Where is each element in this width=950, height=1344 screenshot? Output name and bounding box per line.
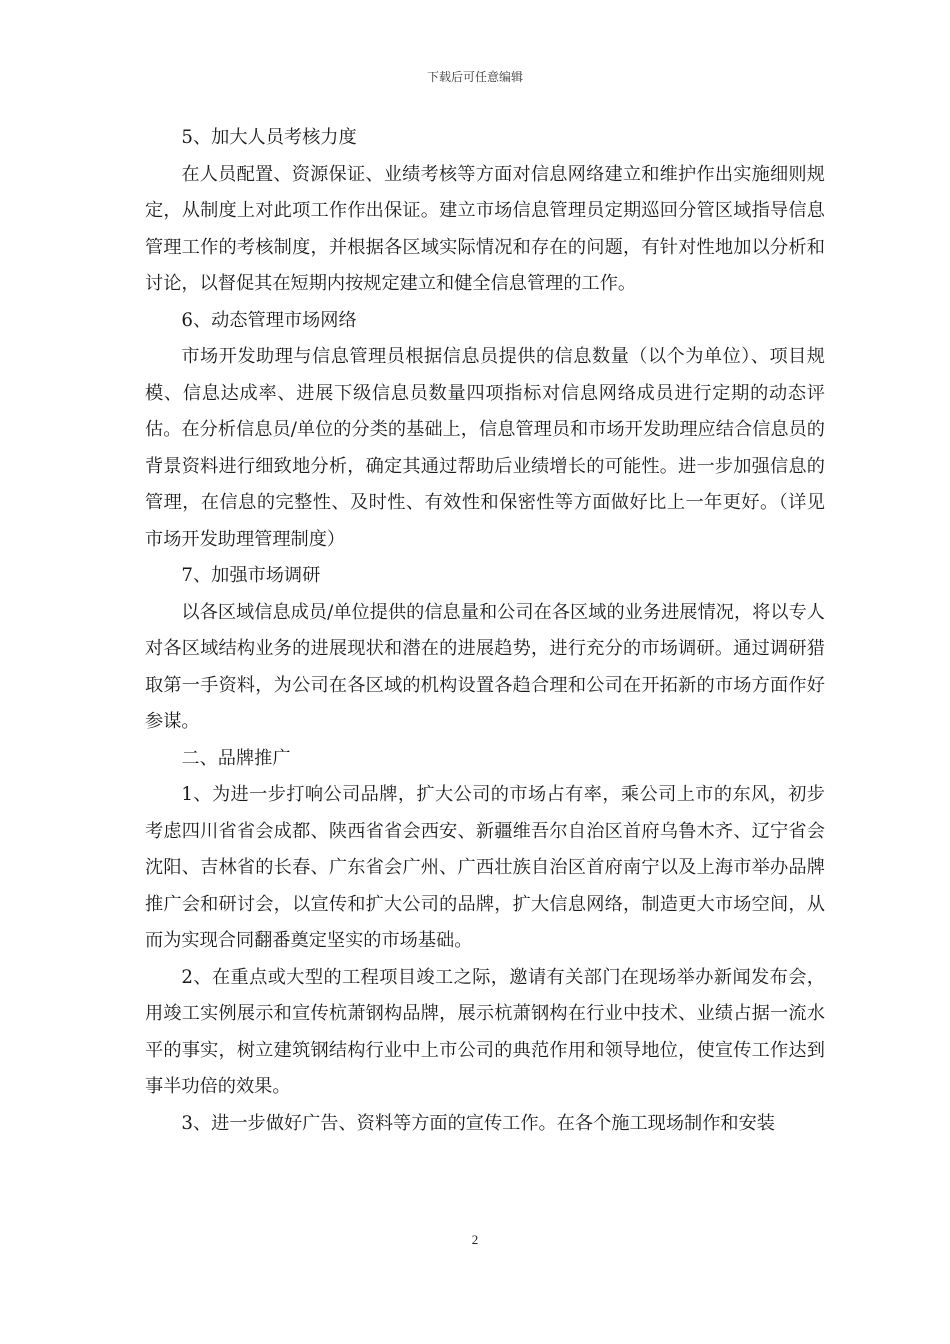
document-body: [145, 120, 825, 1142]
page-header: 下载后可任意编辑: [426, 70, 523, 84]
paragraph: 在人员配置、资源保证、业绩考核等方面对信息网络建立和维护作出实施细则规定，从制度上对此项工作作出保证。建立市场信息管理员定期巡回分管区域指导信息管理工作的考核制度，并根据各区域实际情况和存在的问题，有针对性地加以分析和讨论，以督促其在短期内按规定建立和健全信息管理的工作。: [145, 163, 825, 294]
paragraph: 2、在重点或大型的工程项目竣工之际，邀请有关部门在现场举办新闻发布会，用竣工实例展示和宣传杭萧钢构品牌，展示杭萧钢构在行业中技术、业绩占据一流水平的事实，树立建筑钢结构行业中上市公司的典范作用和领导地位，使宣传工作达到事半功倍的效果。: [145, 966, 825, 1097]
heading-7: 7、加强市场调研: [181, 565, 321, 586]
paragraph: 市场开发助理与信息管理员根据信息员提供的信息数量（以个为单位）、项目规模、信息达成率、进展下级信息员数量四项指标对信息网络成员进行定期的动态评估。在分析信息员/单位的分类的基础上，信息管理员和市场开发助理应结合信息员的背景资料进行细致地分析，确定其通过帮助后业绩增长的可能性。进一步加强信息的管理，在信息的完整性、及时性、有效性和保密性等方面做好比上一年更好。（详见市场开发助理管理制度）: [145, 346, 825, 550]
paragraph: 1、为进一步打响公司品牌，扩大公司的市场占有率，乘公司上市的东风，初步考虑四川省省会成都、陕西省省会西安、新疆维吾尔自治区首府乌鲁木齐、辽宁省会沈阳、吉林省的长春、广东省会广州、广西壮族自治区首府南宁以及上海市举办品牌推广会和研讨会，以宣传和扩大公司的品牌，扩大信息网络，制造更大市场空间，从而为实现合同翻番奠定坚实的市场基础。: [145, 784, 825, 951]
heading-5: 5、加大人员考核力度: [181, 127, 357, 148]
paragraph: 3、进一步做好广告、资料等方面的宣传工作。在各个施工现场制作和安装: [181, 1112, 775, 1134]
section-heading: 二、品牌推广: [181, 747, 291, 769]
page-number: 2: [471, 1232, 479, 1247]
paragraph: 以各区域信息成员/单位提供的信息量和公司在各区域的业务进展情况，将以专人对各区域结构业务的进展现状和潜在的进展趋势，进行充分的市场调研。通过调研猎取第一手资料，为公司在各区域的机构设置各趋合理和公司在开拓新的市场方面作好参谋。: [145, 601, 825, 732]
heading-6: 6、动态管理市场网络: [181, 309, 357, 331]
